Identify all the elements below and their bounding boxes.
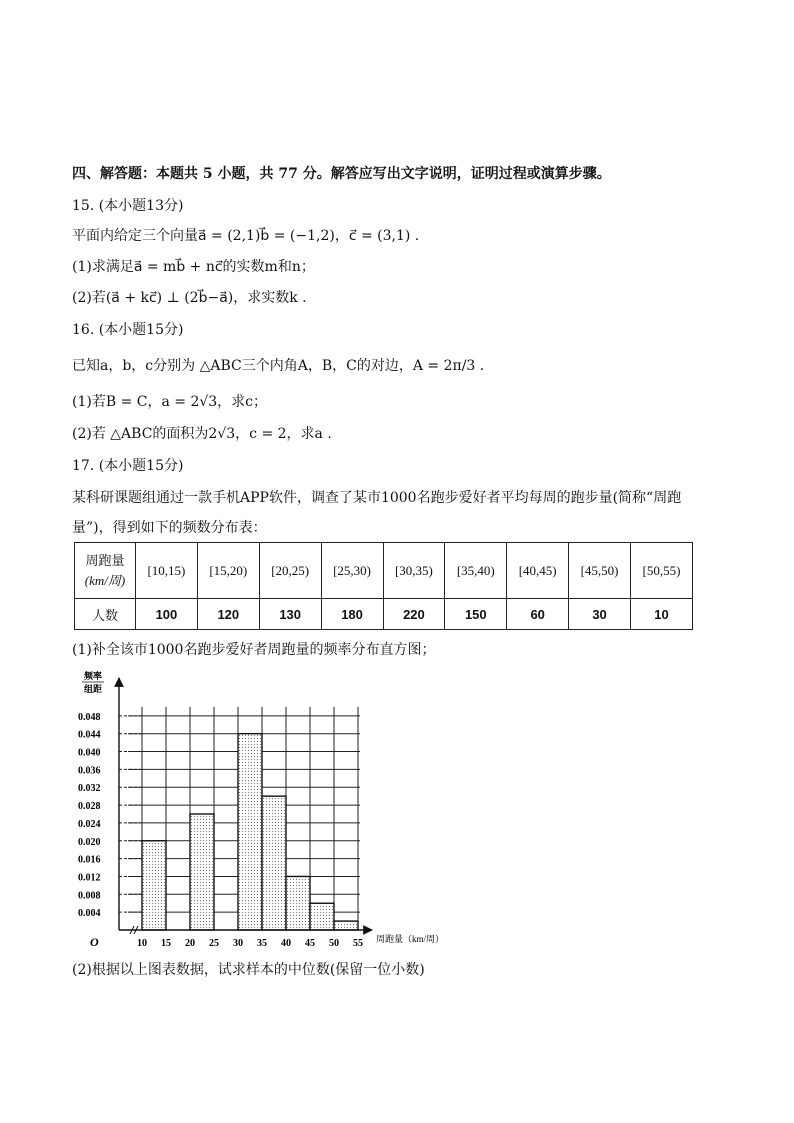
q17-stem-line1: 某科研课题组通过一款手机APP软件，调查了某市1000名跑步爱好者平均每周的跑步量(简称“周跑 [72,490,682,506]
x-tick-label: 15 [161,938,171,949]
y-tick-label: 0.016 [78,854,101,866]
count-cell: 120 [197,599,259,630]
interval-cell: [15,20) [197,543,259,599]
count-cell: 150 [445,599,507,630]
q17-stem-line2: 量”)，得到如下的频数分布表： [72,520,267,536]
frequency-histogram [70,668,460,953]
q16-header: 16. (本小题15分) [72,322,184,338]
histogram-bar [262,796,286,930]
x-tick-label: 40 [281,938,291,949]
y-axis-label-bottom: 组距 [84,684,103,694]
x-tick-label: 10 [137,938,147,949]
q15-header: 15. (本小题13分) [72,198,184,214]
count-cell: 220 [383,599,445,630]
histogram-bar [310,903,334,930]
interval-cell: [50,55) [631,543,693,599]
count-cell: 10 [631,599,693,630]
y-tick-label: 0.044 [78,729,101,741]
count-cell: 60 [507,599,569,630]
origin-label: O [90,935,99,949]
count-cell: 180 [321,599,383,630]
count-cell: 30 [569,599,631,630]
count-cell: 130 [259,599,321,630]
y-axis-label-top: 频率 [84,671,103,681]
x-tick-label: 55 [353,938,363,949]
table-header-cell [75,543,136,599]
q15-stem: 平面内给定三个向量a⃗ = (2,1)b⃗ = (−1,2)，c⃗ = (3,1) . [72,228,420,244]
count-label-cell: 人数 [75,599,136,630]
frequency-table [74,542,693,630]
interval-cell: [30,35) [383,543,445,599]
y-tick-label: 0.048 [78,711,101,723]
histogram-bar [334,921,358,930]
x-tick-label: 50 [329,938,339,949]
x-axis-label: 周跑量（km/周） [376,934,445,944]
y-tick-label: 0.012 [78,872,101,884]
q17-part1: (1)补全该市1000名跑步爱好者周跑量的频率分布直方图； [72,642,436,658]
interval-cell: [25,30) [321,543,383,599]
q16-part2: (2)若 △ABC的面积为2√3，c = 2，求a . [72,426,332,442]
y-tick-label: 0.024 [78,818,101,830]
q15-part2: (2)若(a⃗ + kc⃗) ⊥ (2b⃗−a⃗)，求实数k . [72,290,307,306]
q15-part1: (1)求满足a⃗ = mb⃗ + nc⃗的实数m和n； [72,259,315,275]
q16-part1: (1)若B = C，a = 2√3，求c； [72,394,268,410]
histogram-bar [190,814,214,930]
interval-cell: [40,45) [507,543,569,599]
table-row [75,543,693,599]
y-tick-label: 0.040 [78,747,101,759]
y-tick-label: 0.004 [78,908,101,920]
header-label-line2: (km/周) [84,572,126,588]
interval-cell: [35,40) [445,543,507,599]
q16-stem: 已知a，b，c分别为 △ABC三个内角A，B，C的对边，A = 2π/3 . [72,358,485,374]
y-tick-label: 0.032 [78,783,101,795]
interval-cell: [20,25) [259,543,321,599]
interval-cell: [45,50) [569,543,631,599]
histogram-bar [286,876,310,930]
x-tick-label: 35 [257,938,267,949]
header-label-line1: 周跑量 [85,552,125,568]
y-tick-label: 0.020 [78,836,101,848]
section-heading: 四、解答题：本题共 5 小题，共 77 分。解答应写出文字说明，证明过程或演算步骤。 [72,166,611,182]
x-tick-label: 30 [233,938,243,949]
x-tick-label: 45 [305,938,315,949]
x-tick-label: 25 [209,938,219,949]
y-tick-label: 0.028 [78,801,101,813]
count-cell: 100 [136,599,198,630]
q17-header: 17. (本小题15分) [72,458,184,474]
y-tick-label: 0.036 [78,765,101,777]
interval-cell: [10,15) [136,543,198,599]
x-tick-label: 20 [185,938,195,949]
histogram-bar [142,841,166,930]
histogram-bar [238,734,262,930]
y-tick-label: 0.008 [78,890,101,902]
q17-part2: (2)根据以上图表数据，试求样本的中位数(保留一位小数) [72,962,425,978]
table-row [75,599,693,630]
